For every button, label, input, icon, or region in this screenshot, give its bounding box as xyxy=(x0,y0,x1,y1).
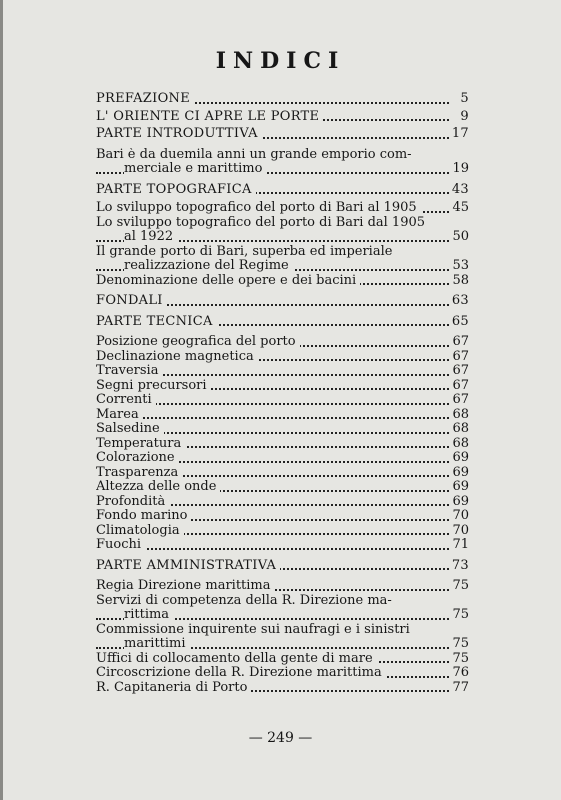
dot-leader xyxy=(96,417,449,419)
toc-entry-page: 43 xyxy=(451,182,469,197)
toc-entry-page: 77 xyxy=(452,680,469,695)
toc-entry xyxy=(96,245,469,260)
toc-entry-title: Il grande porto di Bari, superba ed imperiale xyxy=(96,245,396,259)
toc-entry-title: Commissione inquirente sui naufragi e i sinistri xyxy=(96,623,414,637)
toc-entry xyxy=(96,608,469,623)
toc-entry-page: 50 xyxy=(452,230,469,244)
toc-entry xyxy=(96,495,469,510)
toc-entry xyxy=(96,559,469,574)
toc-entry-page: 73 xyxy=(451,558,469,573)
toc-entry xyxy=(96,148,469,163)
toc-entry-title: Altezza delle onde xyxy=(96,480,220,494)
toc-entry xyxy=(96,437,469,452)
toc-entry-page: 75 xyxy=(452,651,469,666)
toc-entry-page: 70 xyxy=(452,523,469,538)
toc-entry-title: Regia Direzione marittima xyxy=(96,579,275,593)
toc-entry-page: 75 xyxy=(452,637,469,651)
toc-entry xyxy=(96,623,469,638)
toc-entry xyxy=(96,127,469,142)
toc-entry-page: 69 xyxy=(452,480,469,494)
toc-entry-page: 19 xyxy=(452,162,469,176)
toc-entry xyxy=(96,379,469,394)
toc-entry-page: 9 xyxy=(460,109,469,124)
toc-entry-page: 68 xyxy=(452,422,469,436)
toc-entry xyxy=(96,393,469,408)
toc-entry-title: Circoscrizione della R. Direzione marittima xyxy=(96,666,386,680)
toc-entry xyxy=(96,183,469,198)
toc-entry-title: Profondità xyxy=(96,495,169,509)
toc-entry-page: 75 xyxy=(452,579,469,593)
toc-entry xyxy=(96,162,469,177)
toc-entry-page: 53 xyxy=(452,259,469,273)
toc-entry-title: Temperatura xyxy=(96,437,185,451)
toc-entry-page: 65 xyxy=(451,314,469,329)
toc-entry-title: Salsedine xyxy=(96,422,164,436)
toc-entry-title: Fondo marino xyxy=(96,509,191,523)
toc-entry-page: 69 xyxy=(452,494,469,509)
toc-entry-page: 70 xyxy=(452,509,469,523)
toc-entry xyxy=(96,579,469,594)
toc-entry-page: 67 xyxy=(452,393,469,407)
toc-entry-title: Lo sviluppo topografico del porto di Bari dal 1905 xyxy=(96,216,429,230)
toc-entry xyxy=(96,110,469,125)
toc-entry xyxy=(96,451,469,466)
toc-entry xyxy=(96,594,469,609)
toc-entry-title: Trasparenza xyxy=(96,466,182,480)
toc-entry-title: Denominazione delle opere e dei bacini xyxy=(96,274,360,288)
toc-entry-page: 69 xyxy=(452,451,469,465)
toc-entry-title: Segni precursori xyxy=(96,379,211,393)
toc-entry-title: Climatologia xyxy=(96,524,184,538)
toc-entry-page: 17 xyxy=(451,127,469,141)
page-title: INDICI xyxy=(215,48,346,74)
toc-entry xyxy=(96,666,469,681)
toc-entry xyxy=(96,201,469,216)
toc-entry-title: Declinazione magnetica xyxy=(96,350,258,364)
toc-entry-title: FONDALI xyxy=(96,294,167,308)
toc-entry-title: PREFAZIONE xyxy=(96,92,194,106)
toc-entry-page: 63 xyxy=(451,294,469,308)
toc-entry xyxy=(96,466,469,481)
toc-entry-title: Colorazione xyxy=(96,451,179,465)
toc-entry xyxy=(96,335,469,350)
toc-entry-page: 67 xyxy=(452,335,469,349)
toc-entry-page: 67 xyxy=(452,364,469,378)
toc-entry xyxy=(96,422,469,437)
toc-entry xyxy=(96,274,469,289)
toc-entry-title: Bari è da duemila anni un grande emporio com- xyxy=(96,148,416,162)
toc-entry xyxy=(96,350,469,365)
toc-entry-title: marittimi xyxy=(124,637,190,651)
toc-entry-page: 71 xyxy=(452,538,469,552)
toc-entry xyxy=(96,230,469,245)
table-of-contents xyxy=(96,92,469,695)
toc-entry-page: 69 xyxy=(452,465,469,480)
toc-entry-title: R. Capitaneria di Porto xyxy=(96,681,251,695)
toc-entry xyxy=(96,408,469,423)
toc-entry-title: Marea xyxy=(96,408,143,422)
toc-entry-title: Posizione geografica del porto xyxy=(96,335,300,349)
page-edge-shadow xyxy=(0,0,3,800)
toc-entry xyxy=(96,538,469,553)
toc-entry-title: Fuochi xyxy=(96,538,145,552)
toc-entry-title: al 1922 xyxy=(124,230,177,244)
toc-entry xyxy=(96,524,469,539)
toc-entry-title: Uffici di collocamento della gente di mare xyxy=(96,652,377,666)
toc-entry xyxy=(96,315,469,330)
toc-entry-page: 68 xyxy=(452,436,469,451)
toc-entry xyxy=(96,637,469,652)
toc-entry-page: 75 xyxy=(452,608,469,622)
toc-entry xyxy=(96,652,469,667)
toc-entry-page: 5 xyxy=(460,92,469,106)
toc-entry xyxy=(96,216,469,231)
toc-entry-title: Traversia xyxy=(96,364,162,378)
toc-entry-title: rittima xyxy=(124,608,173,622)
toc-entry-page: 45 xyxy=(452,201,469,215)
toc-entry-page: 58 xyxy=(452,273,469,288)
dot-leader xyxy=(96,548,449,550)
toc-entry-title: Servizi di competenza della R. Direzione ma- xyxy=(96,594,396,608)
toc-entry-page: 67 xyxy=(452,349,469,364)
toc-entry-title: PARTE TOPOGRAFICA xyxy=(96,183,256,197)
page-number-footer: — 249 — xyxy=(248,730,313,746)
toc-entry-page: 68 xyxy=(452,407,469,422)
toc-entry-title: realizzazione del Regime xyxy=(124,259,293,273)
toc-entry xyxy=(96,509,469,524)
toc-entry xyxy=(96,681,469,696)
toc-entry xyxy=(96,92,469,107)
toc-entry-title: PARTE TECNICA xyxy=(96,315,217,329)
toc-entry-page: 76 xyxy=(452,666,469,680)
toc-entry xyxy=(96,294,469,309)
toc-entry-page: 67 xyxy=(452,378,469,393)
toc-entry xyxy=(96,480,469,495)
toc-entry-title: PARTE AMMINISTRATIVA xyxy=(96,559,280,573)
toc-entry-title: Correnti xyxy=(96,393,156,407)
toc-entry-title: L' ORIENTE CI APRE LE PORTE xyxy=(96,110,323,124)
toc-entry xyxy=(96,259,469,274)
toc-entry-title: Lo sviluppo topografico del porto di Bari al 1905 xyxy=(96,201,421,215)
toc-entry-title: merciale e marittimo xyxy=(124,162,266,176)
toc-entry xyxy=(96,364,469,379)
toc-entry-title: PARTE INTRODUTTIVA xyxy=(96,127,262,141)
